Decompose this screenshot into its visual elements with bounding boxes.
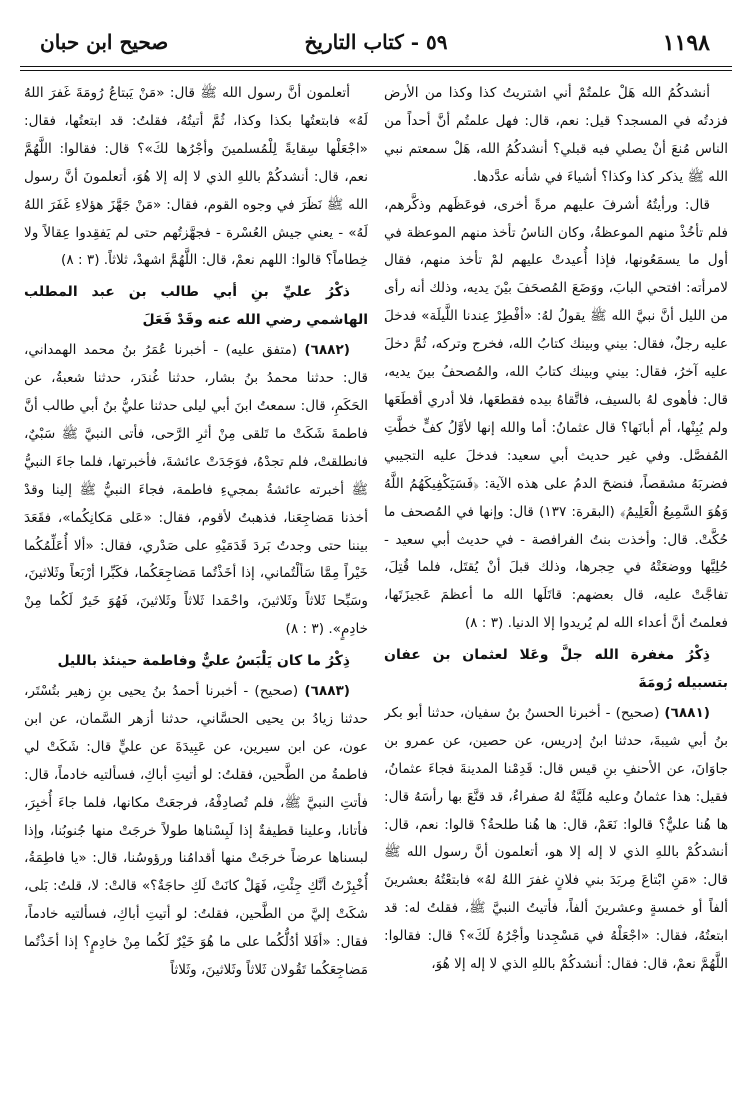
paragraph-text: قال: ورأيتُهُ أشرفَ عليهم مرةً أخرى، فوعَظَهم وذكَّرهم، فلم تأخُذْ منهم الموعظةُ، وكان الناسُ تأخذ منهم الموعظة في أول ما يسمَعُونها، فإذا أُعيدتْ عليهم لمْ تأخذ منهم، فقال لامرأته: افتحي البابَ، ووَضَعَ المُصحَفَ بيْنَ يديه، وذلك أنه رأى من الليل أنَّ نبيَّ الله ﷺ يقولُ لهُ: «أفْطِرْ عِندنا اللَّيلَة» فدخلَ عليه رجلٌ، فقال: بيني وبينك كتابُ الله، فخرج وتركه، ثُمَّ دخلَ عليه آخرُ، فقال: بيني وبينك كتابُ الله، والمُصحفُ بينَ يديه، قال: فأهوى لهُ بالسيف، فاتَّقاهُ بيده فقطعَها، فلا أدري أقطَعَها ولم يُبِنْها، أم أبانَها؟ قال عثمانُ: أما والله إنها لأوَّلُ كفٍّ خطَّتِ المُفصَّل. وفي غير حديث أبي سعيد: فدخلَ عليه التجيبي فضربَهُ مشقصاً، فنضحَ الدمُ على هذه الآية: ﴿فَسَيَكْفِيكَهُمُ اللَّهُ وَهُوَ السَّمِيعُ الْعَلِيمُ﴾ (البقرة: ١٣٧) قال: وإنها في المُصحف ما حُكَّتْ. قال: وأخذت بنتُ الفرافصة - في حديث أبي سعيد - حُلِيَّها ووضعَتْهُ في حِجرها، وذلك قبلَ أنْ يُقتَل، فلما قُتِلَ، تفاجَّتْ عليه، قال بعضهم: قاتَلَها الله ما أعظمَ عَجيزَتَها، فعلمتُ أنَّ أعداء الله لم يُريدوا إلا الدنيا. (٣ : ٨)	[384, 196, 728, 632]
paragraph-text: (صحيح) - أخبرنا الحسنُ بنُ سفيان، حدثنا أبو بكر بنُ أبي شيبةَ، حدثنا ابنُ إدريس، عن حصين، عن عمرو بن جاوَانَ، عن الأحنفِ بنِ قيس قال: قَدِمْنا المدينةَ فجاءَ عثمانُ، فقيل: هذا عثمانُ وعليه مُلَيَّةٌ لهُ صفراءُ، قد قنَّعَ بها رأسَهُ قال: ها هُنا عليٌّ؟ قالوا: نَعَمْ، قال: ها هُنا طلحةُ؟ قالوا: نعم، قال: أنشدكُمْ باللهِ الذي لا إله إلا هو، أتعلمون أنَّ رسول الله ﷺ قال: «مَنِ ابْتاعَ مِربَدَ بني فلانٍ غفرَ اللهُ لهُ» فابتعْتُهُ بعشرينَ ألفاً أو خمسةٍ وعشرينَ ألفاً، فأتيتُ النبيَّ ﷺ، فقلتُ له: قد ابتعتُهُ، فقال: «اجْعَلْهُ في مَسْجِدنا وأجْرُهُ لَكَ»؟ قال: فقالوا: اللَّهُمَّ نعمْ، قال: فقال: أنشدكُمْ باللهِ الذي لا إله إلا هُوَ،	[384, 704, 728, 973]
hadith-number: (٦٨٨١)	[664, 704, 710, 721]
left-column	[24, 80, 368, 1088]
book-title: صحيح ابن حبان	[40, 30, 169, 54]
paragraph-text: (متفق عليه) - أخبرنا عُمَرُ بنُ محمد الهمداني، قال: حدثنا محمدُ بنُ بشار، حدثنا غُندَر، حدثنا شعبةُ، عن الحَكَمِ، قال: سمعتُ ابنَ أبي ليلى حدثنا عليُّ بنُ أبي طالب أنَّ فاطمةَ شَكَتْ ما تَلقى مِنْ أثرِ الرَّحى، فأتى النبيَّ ﷺ سَبْيٌ، فانطلقتْ، فلم تجدْهُ، فوَجَدَتْ عائشةَ، فأخبرتها، فلما جاءَ النبيُّ ﷺ أخبرته عائشةُ بمجيءِ فاطمة، فجاءَ النبيُّ ﷺ إلينا وقدْ أخذنا مَضاجِعَنا، فذهبتُ لأقوم، فقال: «عَلى مَكانِكُما»، فقَعَدَ بيننا حتى وجدتُ بَردَ قَدَمَيْهِ على صَدْري، فقال: «ألا أُعَلِّمُكُما خَيْراً مِمَّا سَألْتُماني، إذا أخَذْتُما مَضاجِعَكُما، فكَبِّرا أرْبَعاً وثَلاثينَ، وسَبِّحا ثَلاثاً وثَلاثينَ، واحْمَدا ثَلاثاً وثَلاثينَ، فَهُوَ خَيرٌ لَكُما مِنْ خادِمٍ». (٣ : ٨)	[24, 342, 368, 638]
hadith-number: (٦٨٨٣)	[304, 683, 351, 700]
header-rule-top	[20, 66, 732, 67]
section-heading: ذكْرُ عليِّ بنِ أبي طالب بن عبد المطلب الهاشمي رضي الله عنه وقَدْ فَعَلَ	[24, 284, 368, 329]
page-number: ١١٩٨	[662, 30, 710, 56]
hadith-number: (٦٨٨٢)	[304, 342, 350, 359]
text-paragraph	[384, 700, 728, 979]
right-column	[384, 80, 728, 1088]
paragraph-text: (صحيح) - أخبرنا أحمدُ بنُ يحيى بنِ زهير بتُسْتَر، حدثنا زيادُ بن يحيى الحسَّاني، حدثنا أزهر السَّمان، عن ابن عون، عن ابن سيرين، عن عَبِيدَةَ عن عليٍّ قال: شَكَتْ لي فاطمةُ من الطَّحين، فقلتُ: لو أتيتِ أباكِ، فسألتيه خادماً، قال: فأتتِ النبيَّ ﷺ، فلم تُصادِفْهُ، فرجعَتْ مكانها، فلما جاءَ أُخبِرَ، فأتانا، وعلينا قطيفةٌ إذا لَبِسْناها طولاً خرجَتْ منها جُنوبُنا، وإذا لبسناها عرضاً خرجَتْ منها أقدامُنا ورؤوسُنا، قال: «يا فاطِمَةُ، أُخْبِرْتُ أنَّكِ جِئْتِ، فَهَلْ كانَتْ لَكِ حاجَةٌ؟» قالتْ: لا، قلتُ: بَلى، شكَتْ إليَّ من الطَّحين، فقلتُ: لو أتيتِ أباكِ، فسألتيه خادماً، فقال: «أفَلا أدُلُّكُما على ما هُوَ خَيْرٌ لَكُما مِنْ خادِمٍ؟ إذا أخَذْتُما مَضاجِعَكُما تَقُولان ثَلاثاً وثَلاثينَ، وثَلاثاً	[24, 683, 368, 979]
page-header	[20, 22, 732, 68]
text-paragraph	[24, 337, 368, 644]
text-paragraph	[384, 192, 728, 639]
section-heading: ذِكْرُ ما كان يَلْبَسُ عليٌّ وفاطمة حينئذ بالليل	[57, 653, 350, 670]
section-heading: ذِكْرُ مغفرة الله جلَّ وعَلا لعثمان بن عفان بتسبيله رُومَةَ	[384, 647, 728, 692]
text-paragraph	[24, 678, 368, 985]
paragraph-text: أنشدكُمُ الله هَلْ علمتُمْ أني اشتريتُ كذا وكذا من الأرض فزدتُه في المسجد؟ قيل: نعم، قال: فهل علمتُم أنَّ أحداً من الناس مُنعَ أنْ يصلي فيه قبلي؟ أنشدكُمُ الله، هَلْ سمعتم نبي الله ﷺ يذكر كذا وكذا؟ أشياءَ في شأنه عدَّدها.	[384, 85, 728, 185]
paragraph-text: أتعلمون أنَّ رسول الله ﷺ قال: «مَنْ يَبتاعُ رُومَةَ غَفرَ اللهُ لَهُ» فابتعتُها بكذا وكذا، ثُمَّ أتيتُهُ، فقلتُ: قد ابتعتُها، فقال: «اجْعَلْها سِقايةً لِلْمُسلمينَ وأجْرُها لكَ»؟ قال: فقالوا: اللَّهُمَّ نعم، قال: أنشدكُمْ باللهِ الذي لا إله إلا هُوَ، أتعلمونَ أنَّ رسول الله ﷺ نَظَرَ في وجوه القوم، فقال: «مَنْ جَهَّزَ هؤلاءِ غَفَرَ اللهُ لَهُ» - يعني جيش العُسْرة - فجهَّزتُهم حتى لم يَفقِدوا عِقالاً ولا خِطاماً؟ قالوا: اللهم نعمْ، قال: اللَّهُمَّ اشهدْ، ثلاثاً. (٣ : ٨)	[24, 85, 368, 269]
chapter-title: ٥٩ - كتاب التاريخ	[304, 30, 448, 54]
text-columns	[24, 80, 728, 1088]
text-paragraph	[384, 80, 728, 192]
header-rule-bottom	[20, 70, 732, 71]
text-paragraph	[24, 80, 368, 275]
